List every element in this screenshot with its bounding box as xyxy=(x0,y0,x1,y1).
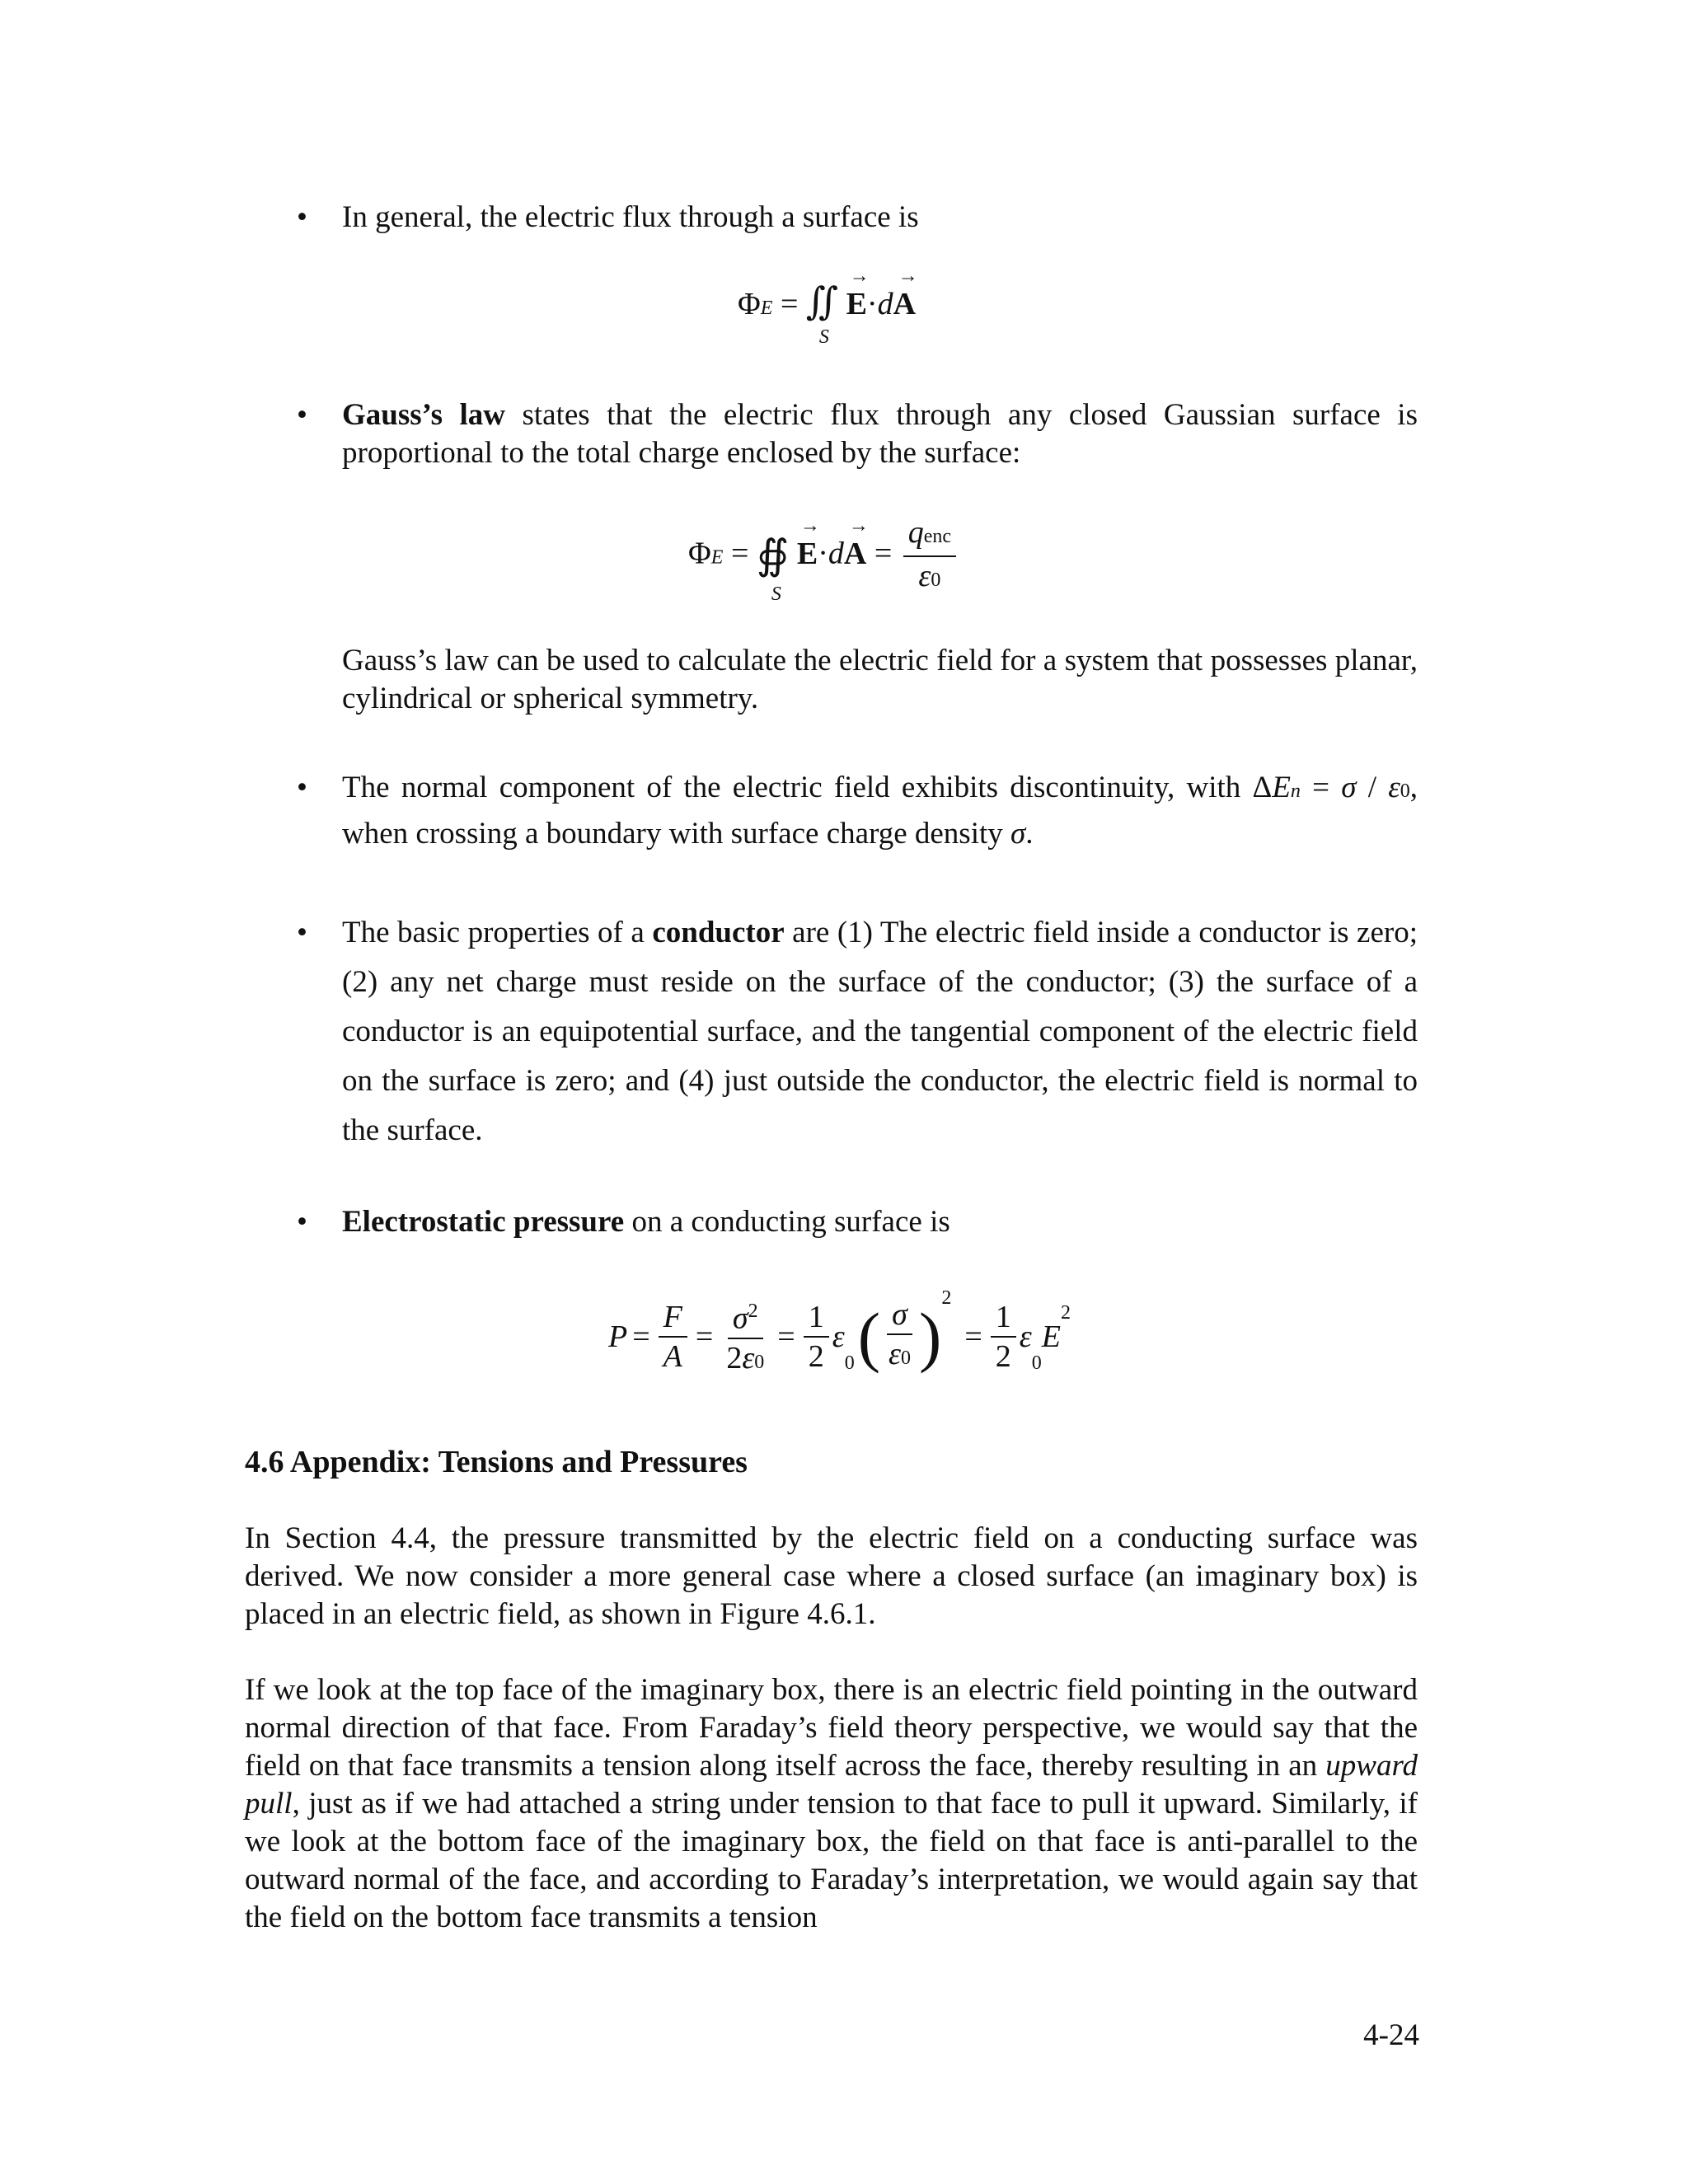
epsilon-subscript: 0 xyxy=(1400,780,1410,802)
bullet-text: states that the electric flux through any closed Gaussian surface is proportional to the total charge enclosed by the surface: xyxy=(342,398,1418,470)
bullet-text-continued: , when crossing a boundary with surface charge density xyxy=(342,771,1418,851)
discontinuity-expression xyxy=(1253,771,1410,804)
exponent: 2 xyxy=(1060,1302,1071,1324)
section-heading: 4.6 Appendix: Tensions and Pressures xyxy=(245,1445,748,1479)
gauss-followup-paragraph xyxy=(342,642,1418,718)
vector-e-letter: E xyxy=(846,287,867,321)
bold-term: Electrostatic pressure xyxy=(342,1205,625,1239)
integral-limit: S xyxy=(771,583,781,605)
epsilon: ε xyxy=(889,1337,902,1372)
equals-sign: = xyxy=(632,1319,650,1354)
sigma-epsilon-fraction xyxy=(884,1297,916,1376)
denominator-two: 2 xyxy=(808,1338,824,1374)
right-paren: ) xyxy=(919,1298,942,1374)
vector-e: → E xyxy=(846,265,870,321)
integral-symbol: ∬ xyxy=(805,280,839,322)
bullet-discontinuity xyxy=(297,766,1418,855)
integral-limit: S xyxy=(818,326,829,348)
bullet-flux xyxy=(297,199,1418,237)
force-f: F xyxy=(659,1300,687,1338)
bullet-dot: • xyxy=(297,1205,307,1239)
pressure-p: P xyxy=(608,1319,628,1354)
italic-phrase: upward pull xyxy=(245,1749,1418,1821)
paragraph-text: If we look at the top face of the imaginary box, there is an electric field pointing in the outward normal direction of that face. From Faraday’s field theory perspective, we would say that the field on that face transmits a tension along itself across the face, thereby resulting in an xyxy=(245,1673,1418,1783)
bullet-electrostatic-pressure xyxy=(297,1203,1418,1241)
sigma-squared-fraction xyxy=(721,1294,769,1380)
paragraph-text-continued: , just as if we had attached a string under tension to that face to pull it upward. Similarly, if we look at the bottom face of the imaginary box, the field on that face is anti-parallel to the outward normal of the face, and according to Faraday’s interpretation, we would again say that the field on the bottom face transmits a tension xyxy=(245,1787,1418,1934)
exponent: 2 xyxy=(748,1301,758,1322)
equals-sign: = xyxy=(695,1319,714,1354)
charge-fraction xyxy=(903,515,956,598)
bold-term: Gauss’s law xyxy=(342,398,505,432)
phi-subscript: E xyxy=(760,298,773,319)
equals-sign: = xyxy=(730,536,749,571)
bullet-dot: • xyxy=(297,916,307,949)
sigma-symbol: σ xyxy=(887,1297,912,1335)
closed-surface-integral xyxy=(756,531,790,605)
sigma-symbol: σ xyxy=(1341,771,1357,804)
differential-d: d xyxy=(828,536,844,571)
paragraph-intro xyxy=(245,1520,1418,1633)
epsilon: ε xyxy=(1388,771,1400,804)
double-integral xyxy=(805,279,839,348)
differential-d: d xyxy=(877,287,893,321)
numerator-one: 1 xyxy=(991,1300,1016,1338)
exponent: 2 xyxy=(941,1287,952,1309)
epsilon: ε xyxy=(742,1340,755,1376)
phi-symbol: Φ xyxy=(688,536,711,571)
vector-a: → A xyxy=(893,265,918,321)
bullet-dot: • xyxy=(297,200,307,234)
epsilon-subscript: 0 xyxy=(901,1347,912,1370)
equals-sign: = xyxy=(1312,771,1330,804)
half-fraction xyxy=(804,1300,829,1374)
vector-a-letter: A xyxy=(893,287,917,321)
phi-subscript: E xyxy=(710,546,724,569)
vector-e-letter: E xyxy=(796,536,818,571)
sigma-symbol: σ xyxy=(732,1301,748,1336)
equals-sign: = xyxy=(780,287,799,321)
epsilon: ε xyxy=(832,1319,845,1354)
numerator-one: 1 xyxy=(804,1300,829,1338)
half-fraction xyxy=(991,1300,1016,1374)
epsilon-subscript: 0 xyxy=(844,1352,855,1374)
period: . xyxy=(1025,817,1034,851)
equation-flux xyxy=(738,265,918,348)
dot-operator: · xyxy=(866,287,878,321)
bullet-gauss-law xyxy=(297,396,1418,472)
equation-gauss xyxy=(688,514,959,605)
bullet-dot: • xyxy=(297,398,307,432)
sigma-symbol: σ xyxy=(1010,817,1026,851)
bullet-text-continued: are (1) The electric field inside a conductor is zero; (2) any net charge must reside on the surface of the conductor; (3) the surface of a conductor is an equipotential surface, and the tangential component of the electric field on the surface is zero; and (4) just outside the conductor, the electric field is normal to the surface. xyxy=(342,916,1418,1147)
area-a: A xyxy=(663,1338,682,1374)
delta-symbol: Δ xyxy=(1252,771,1273,804)
bullet-text: In general, the electric flux through a surface is xyxy=(342,200,919,234)
epsilon: ε xyxy=(1019,1319,1032,1354)
equals-sign: = xyxy=(874,536,893,571)
page-number: 4-24 xyxy=(1363,2018,1419,2052)
equals-sign: = xyxy=(777,1319,795,1354)
epsilon: ε xyxy=(918,559,931,593)
phi-symbol: Φ xyxy=(738,287,761,321)
coefficient: 2 xyxy=(726,1340,743,1376)
epsilon-subscript: 0 xyxy=(1031,1352,1042,1374)
equation-pressure xyxy=(608,1287,1071,1380)
integral-symbol: ∯ xyxy=(756,531,790,578)
left-paren: ( xyxy=(857,1298,881,1374)
charge-q: q xyxy=(907,515,924,550)
field-e: E xyxy=(1272,771,1291,804)
dot-operator: · xyxy=(818,536,828,571)
epsilon-subscript: 0 xyxy=(931,569,941,591)
charge-subscript: enc xyxy=(923,526,952,547)
vector-e: → E xyxy=(796,514,820,571)
bullet-text: The basic properties of a xyxy=(342,916,653,949)
bullet-text: The normal component of the electric field exhibits discontinuity, with xyxy=(342,771,1241,804)
vector-a: → A xyxy=(843,514,869,571)
vector-a-letter: A xyxy=(843,536,867,571)
bullet-conductor-properties xyxy=(297,908,1418,1155)
equals-sign: = xyxy=(964,1319,982,1354)
normal-subscript: n xyxy=(1290,780,1301,802)
paragraph-text: In Section 4.4, the pressure transmitted by the electric field on a conducting surface was derived. We now consider a more general case where a closed surface (an imaginary box) is placed in an electric field, as shown in Figure 4.6.1. xyxy=(245,1521,1418,1631)
paragraph-text: Gauss’s law can be used to calculate the electric field for a system that possesses planar, cylindrical or spherical symmetry. xyxy=(342,644,1418,715)
field-e: E xyxy=(1041,1319,1061,1354)
denominator-two: 2 xyxy=(995,1338,1011,1374)
force-area-fraction xyxy=(659,1300,687,1374)
epsilon-subscript: 0 xyxy=(754,1351,765,1373)
slash: / xyxy=(1367,771,1376,804)
bullet-dot: • xyxy=(297,771,307,804)
bullet-text: on a conducting surface is xyxy=(624,1205,950,1239)
bold-term: conductor xyxy=(652,916,785,949)
paragraph-faraday xyxy=(245,1671,1418,1937)
